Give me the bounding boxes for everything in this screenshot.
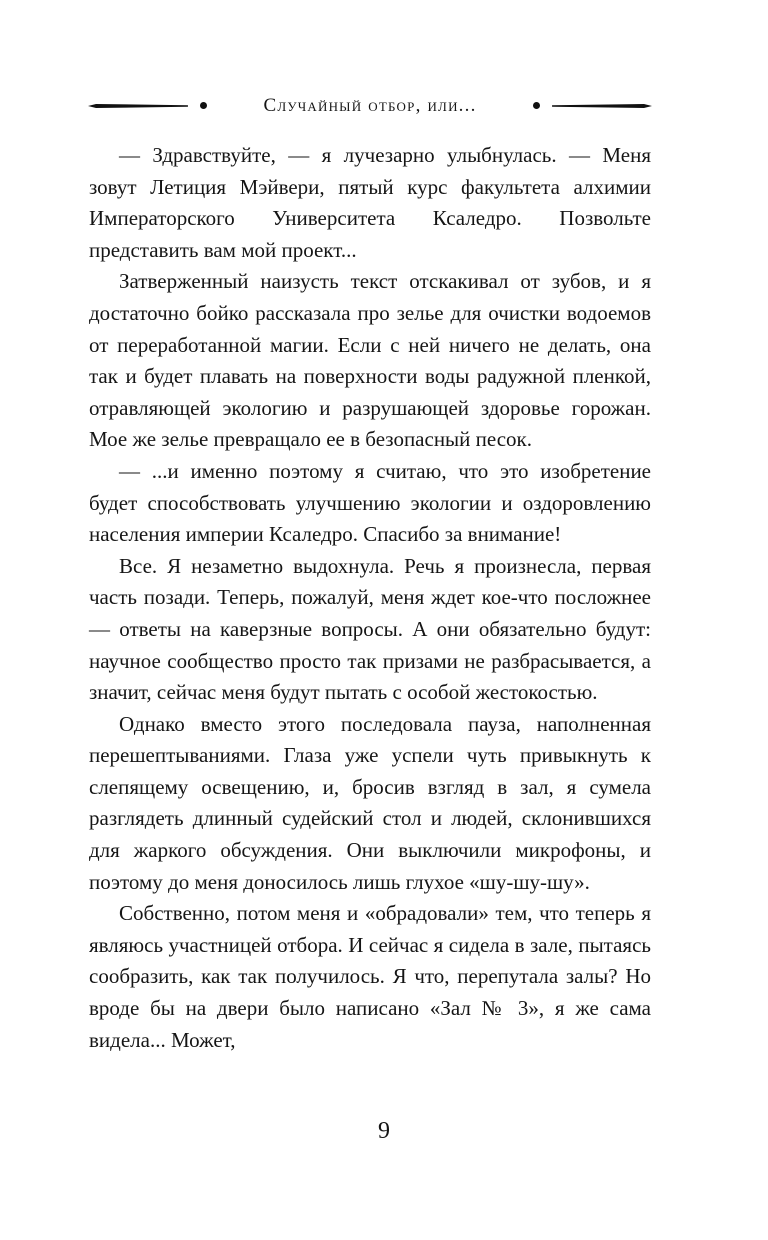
- paragraph: — ...и именно поэтому я считаю, что это изобретение будет способствовать улучшению экологии и оздоровлению населения империи Ксаледро. Спасибо за внимание!: [89, 458, 651, 547]
- paragraph: Все. Я незаметно выдохнула. Речь я произнесла, первая часть позади. Теперь, пожалуй, меня ждет кое-что посложнее — ответы на каверзные вопросы. А они обязательно будут: научное сообщество просто так призами не разбрасывается, а значит, сейчас меня будут пытать с особой жестокостью.: [89, 553, 651, 705]
- paragraph: Однако вместо этого последовала пауза, наполненная перешептываниями. Глаза уже успели чуть привыкнуть к слепящему освещению, и, бросив взгляд в зал, я сумела разглядеть длинный судейский стол и людей, склонившихся для жаркого обсуждения. Они выключили микрофоны, и поэтому до меня доносилось лишь глухое «шу-шу-шу».: [89, 711, 651, 894]
- running-header: [88, 92, 652, 120]
- paragraph: Затверженный наизусть текст отскакивал от зубов, и я достаточно бойко рассказала про зелье для очистки водоемов от переработанной магии. Если с ней ничего не делать, она так и будет плавать на поверхности воды радужной пленкой, отравляющей экологию и разрушающей здоровье горожан. Мое же зелье превращало ее в безопасный песок.: [89, 269, 651, 452]
- body-text: [89, 140, 651, 1056]
- header-dot-right: [533, 102, 540, 109]
- paragraph: Собственно, потом меня и «обрадовали» тем, что теперь я являюсь участницей отбора. И сейчас я сидела в зале, пытаясь сообразить, как так получилось. Я что, перепутала залы? Но вроде бы на двери было написано «Зал № 3», я же сама видела... Может,: [89, 901, 651, 1052]
- paragraph: — Здравствуйте, — я лучезарно улыбнулась. — Меня зовут Летиция Мэйвери, пятый курс факультета алхимии Императорского Университета Ксаледро. Позвольте представить вам мой проект...: [89, 143, 651, 262]
- page-number: 9: [378, 1118, 390, 1144]
- running-title: Случайный отбор, или...: [263, 95, 477, 116]
